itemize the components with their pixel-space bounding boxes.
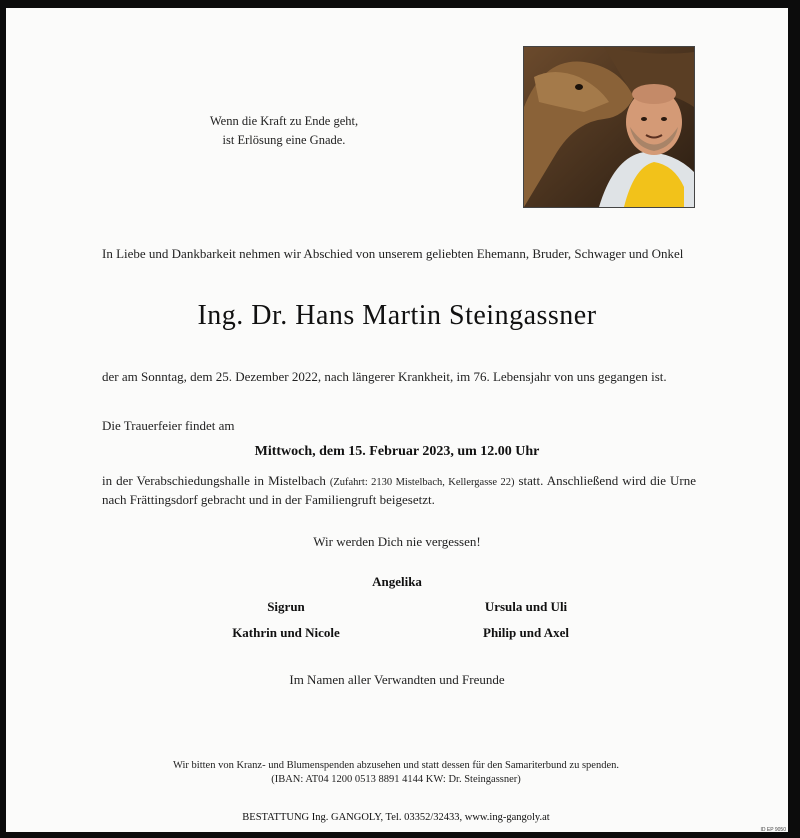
behalf-line: Im Namen aller Verwandten und Freunde — [289, 672, 505, 687]
portrait-photo-icon — [524, 47, 694, 207]
mourner-left-2: Kathrin und Nicole — [232, 625, 340, 640]
document-code: ID EP 9050 — [760, 827, 786, 833]
donation-request-line-2: (IBAN: AT04 1200 0513 8891 4144 KW: Dr. Steingassner) — [271, 774, 521, 785]
motto — [184, 112, 384, 150]
place-end: statt. Anschließend wird die Urne nach Frättingsdorf gebracht und in der Familiengruft beigesetzt. — [102, 473, 696, 507]
ceremony-label: Die Trauerfeier findet am — [102, 418, 235, 433]
mourner-right-1: Ursula und Uli — [484, 599, 568, 614]
motto-line-2: ist Erlösung eine Gnade. — [222, 133, 346, 147]
funeral-home-footer: BESTATTUNG Ing. GANGOLY, Tel. 03352/32433, www.ing-gangoly.at — [242, 812, 550, 823]
place-access: (Zufahrt: 2130 Mistelbach, Kellergasse 22) — [329, 477, 515, 488]
deceased-name: Ing. Dr. Hans Martin Steingassner — [197, 300, 597, 331]
donation-request-line-1: Wir bitten von Kranz- und Blumenspenden abzusehen und statt dessen für den Samariterbund zu spenden. — [173, 760, 619, 771]
portrait-photo — [523, 46, 695, 208]
death-notice: der am Sonntag, dem 25. Dezember 2022, nach längerer Krankheit, im 76. Lebensjahr von uns gegangen ist. — [102, 369, 667, 384]
motto-line-1: Wenn die Kraft zu Ende geht, — [209, 114, 359, 128]
mourner-left-1: Sigrun — [267, 599, 305, 614]
ceremony-date: Mittwoch, dem 15. Februar 2023, um 12.00 Uhr — [254, 444, 540, 459]
place-start: in der Verabschiedungshalle in Mistelbach — [102, 473, 326, 488]
ceremony-place — [102, 472, 696, 508]
donation-request — [76, 759, 716, 787]
farewell-line: Wir werden Dich nie vergessen! — [313, 534, 481, 549]
intro-text: In Liebe und Dankbarkeit nehmen wir Abschied von unserem geliebten Ehemann, Bruder, Schwager und Onkel — [102, 246, 684, 261]
mourner-spouse: Angelika — [372, 574, 422, 589]
mourner-right-2: Philip und Axel — [483, 625, 569, 640]
obituary-sheet — [6, 8, 788, 832]
